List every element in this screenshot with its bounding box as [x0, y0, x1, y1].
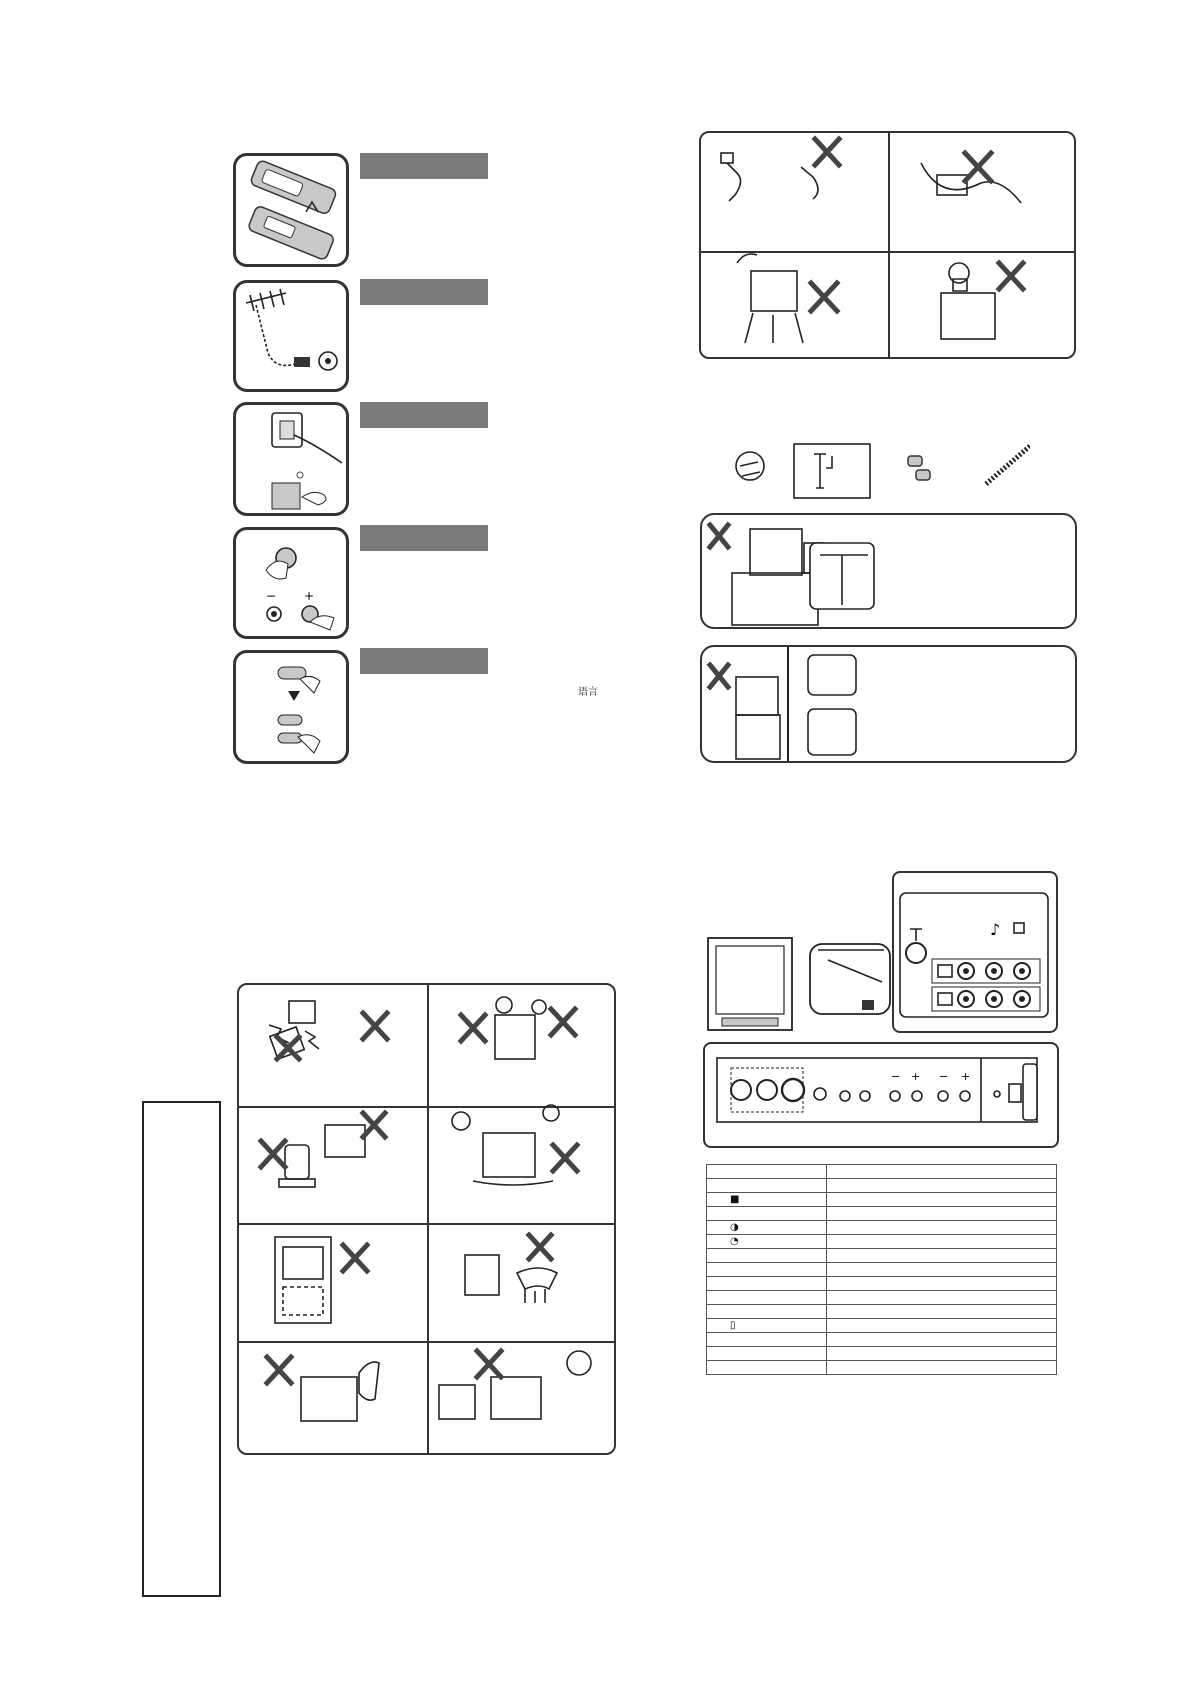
part-icon: ◔ [730, 1235, 739, 1247]
part-name-cell [707, 1249, 827, 1263]
part-description-cell [827, 1221, 1057, 1235]
rear-connectors [894, 873, 1058, 1033]
table-row [707, 1235, 1057, 1249]
audio-note-icon: ♪ [990, 920, 1001, 939]
antenna-jack [906, 943, 926, 963]
part-description-cell [827, 1333, 1057, 1347]
part-description-cell [827, 1249, 1057, 1263]
do-not-cover-icon [465, 1255, 557, 1303]
part-name-cell [707, 1207, 827, 1221]
part-name-cell [707, 1221, 827, 1235]
part-name-cell [707, 1319, 827, 1333]
table-row [707, 1291, 1057, 1305]
table-row [707, 1249, 1057, 1263]
part-name-cell [707, 1347, 827, 1361]
remote-battery-icon [236, 156, 346, 264]
clip-icon [908, 456, 930, 480]
rca-jacks [958, 963, 1030, 1007]
part-name-cell [707, 1179, 827, 1193]
part-description-cell [827, 1291, 1057, 1305]
part-description-cell [827, 1165, 1057, 1179]
table-row [707, 1361, 1057, 1375]
lightning-warning-icon [269, 1001, 319, 1059]
part-description-cell [827, 1305, 1057, 1319]
table-row [707, 1179, 1057, 1193]
part-name-cell [707, 1333, 827, 1347]
step-5-header [360, 648, 488, 674]
part-icon: ■ [730, 1193, 740, 1205]
antenna-icon [236, 283, 346, 389]
step-5-illustration [233, 650, 349, 764]
tv-front-illustration [700, 930, 900, 1040]
table-row [707, 1333, 1057, 1347]
do-not-open-icon [495, 997, 546, 1059]
table-row [707, 1193, 1057, 1207]
x-mark-icon [710, 525, 728, 547]
installation-accessories [730, 436, 1030, 506]
menu-buttons-icon [236, 653, 346, 761]
svg-text:+: + [961, 1070, 971, 1083]
part-description-cell [827, 1193, 1057, 1207]
power-switch [1023, 1064, 1037, 1120]
secure-to-stand-box [700, 513, 1077, 629]
rear-connector-panel [892, 871, 1058, 1033]
part-description-cell [827, 1263, 1057, 1277]
handling-illustrations [701, 133, 1076, 359]
part-description-cell [827, 1277, 1057, 1291]
part-icon: ◑ [730, 1221, 739, 1233]
step-1-illustration [233, 153, 349, 267]
volume-minus-label: − [891, 1070, 901, 1083]
part-name-cell [707, 1305, 827, 1319]
step-3-illustration [233, 402, 349, 516]
step-3-header [360, 402, 488, 428]
table-row [707, 1207, 1057, 1221]
cable-tie-icon [986, 446, 1030, 484]
part-name-cell [707, 1277, 827, 1291]
svg-text:+: + [911, 1070, 921, 1083]
handling-warnings-grid [699, 131, 1076, 359]
part-description-cell [827, 1361, 1057, 1375]
power-plug-icon [236, 405, 346, 513]
step-1-header [360, 153, 488, 179]
front-controls [705, 1044, 1059, 1148]
pull-plug-icon [721, 153, 818, 201]
part-name-cell [707, 1235, 827, 1249]
minus-label: − [266, 589, 277, 603]
button-press-icon [236, 530, 346, 636]
table-row [707, 1263, 1057, 1277]
secure-stand-illustration [702, 515, 1077, 629]
bolt-diagram-icon [794, 444, 870, 498]
step-2-header [360, 279, 488, 305]
parts-table [706, 1164, 1057, 1375]
sidebar-box [142, 1101, 221, 1597]
part-icon: ▯ [730, 1319, 736, 1331]
part-name-cell [707, 1165, 827, 1179]
part-name-cell [707, 1263, 827, 1277]
part-name-cell [707, 1361, 827, 1375]
table-row [707, 1165, 1057, 1179]
part-description-cell [827, 1347, 1057, 1361]
heat-source-icon [279, 1125, 365, 1187]
x-mark-icon [363, 1013, 387, 1039]
table-row [707, 1221, 1057, 1235]
no-vents-blocked-icon [301, 1362, 379, 1421]
part-description-cell [827, 1235, 1057, 1249]
ventilation-icon [275, 1237, 331, 1323]
step-4-illustration [233, 527, 349, 639]
table-row [707, 1277, 1057, 1291]
part-description-cell [827, 1179, 1057, 1193]
language-glyph: 语言 [578, 687, 598, 698]
unstable-stand-icon [737, 254, 803, 343]
no-objects-on-top-icon [941, 263, 995, 339]
no-direct-sunlight-icon [439, 1351, 591, 1419]
safety-illustrations [239, 985, 616, 1455]
no-liquid-icon [452, 1105, 559, 1185]
front-control-panel [703, 1042, 1059, 1148]
part-name-cell [707, 1291, 827, 1305]
step-2-illustration [233, 280, 349, 392]
part-description-cell [827, 1319, 1057, 1333]
secure-wall-illustration [702, 647, 1077, 763]
secure-to-wall-box [700, 645, 1077, 763]
screw-icon [736, 452, 764, 480]
table-row [707, 1347, 1057, 1361]
safety-warnings-grid [237, 983, 616, 1455]
plus-label: + [304, 589, 315, 603]
step-4-header [360, 525, 488, 551]
table-row [707, 1319, 1057, 1333]
channel-minus-label: − [939, 1070, 949, 1083]
overload-outlet-icon [921, 163, 1021, 203]
part-description-cell [827, 1207, 1057, 1221]
table-row [707, 1305, 1057, 1319]
part-name-cell [707, 1193, 827, 1207]
x-mark-icon [710, 665, 728, 687]
